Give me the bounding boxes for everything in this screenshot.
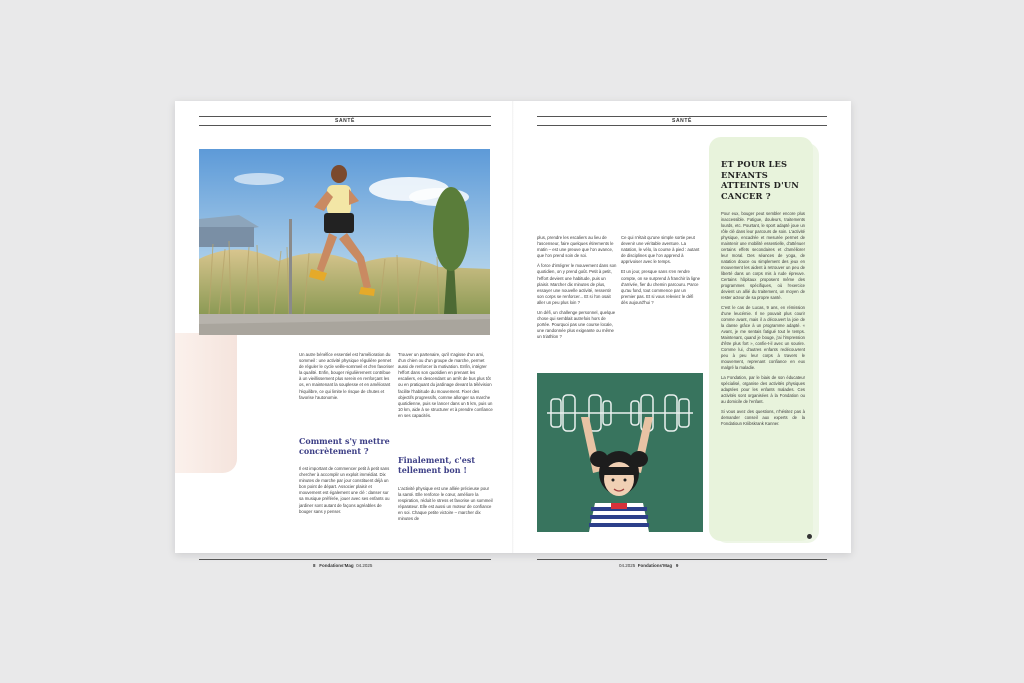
left-column-1	[299, 352, 394, 405]
issue-date: 04.2025	[619, 563, 636, 568]
page-number: 9	[675, 563, 679, 568]
page-number: 8	[313, 563, 316, 568]
section-label: SANTÉ	[672, 118, 692, 124]
magazine-spread	[175, 101, 851, 568]
right-column-2	[621, 235, 701, 310]
paragraph: Un autre bénéfice essentiel est l'amélioration du sommeil : une activité physique régulière permet de réguler le cycle veille-sommeil et d'en favoriser la qualité. Enfin, bouger régulièrement contribue à un vieillissement plus serein en renforçant les os, en maintenant la souplesse et en améliorant l'équilibre, ce qui limite le risque de chutes et favorise l'autonomie.	[299, 352, 394, 400]
paragraph: Trouver un partenaire, qu'il s'agisse d'un ami, d'un chien ou d'un groupe de marche, permet aussi de renforcer la motivation. Enfin, intégrer l'effort dans son quotidien en prenant les escaliers, en descendant un arrêt de bus plus tôt ou en pratiquant du jardinage devant la télévision facilite l'habitude du mouvement. Fixer des objectifs progressifs, comme allonger sa marche quotidienne, puis se lancer dans un 5 km, puis un 10 km, aide à se structurer et à prendre confiance en ses capacités.	[398, 352, 493, 418]
runner-photo	[199, 149, 490, 335]
end-mark-dot	[807, 534, 812, 539]
girl-chalkboard-photo	[537, 373, 703, 532]
left-page	[175, 101, 513, 568]
right-page	[513, 101, 851, 568]
sidebar-paragraph: La Fondation, par le biais de son éducateur spécialisé, organise des activités physiques adaptées pour les enfants malades. Ces activités sont organisées à la Fondation ou au domicile de l'enfant.	[721, 375, 805, 404]
paragraph: Et un jour, presque sans s'en rendre compte, on se surprend à franchir la ligne d'arrivée, fier du chemin parcouru. Parce qu'au fond, tout commence par un premier pas. Et si vous releviez le défi dès aujourd'hui ?	[621, 269, 701, 305]
header-rule-bottom	[537, 125, 827, 126]
sidebar-paragraph: C'est le cas de Lucas, 9 ans, en rémission d'une leucémie. Il ne pouvait plus courir comme avant, mais il a découvert la joie de la danse grâce à un programme adapté. « Avant, je me sentais fatigué tout le temps. Maintenant, quand je bouge, j'ai l'impression d'être plus fort », confie-t-il avec un sourire. Comme lui, d'autres enfants redécouvrent peu à peu leur corps à travers le mouvement, reprenant confiance en eux malgré la maladie.	[721, 305, 805, 370]
girl-illustration	[537, 373, 703, 532]
left-column-1b	[299, 466, 394, 519]
paragraph: L'activité physique est une alliée précieuse pour la santé. Elle renforce le cœur, améliore la respiration, réduit le stress et favorise un sommeil réparateur. Elle est aussi un moteur de confiance en soi. Chaque petite victoire – marcher dix minutes de	[398, 486, 493, 522]
paragraph: Ce qui n'était qu'une simple sortie peut devenir une véritable aventure. La natation, le vélo, la course à pied : autant de disciplines que l'on apprend à apprivoiser avec le temps.	[621, 235, 700, 265]
decorative-pink-panel	[175, 333, 237, 473]
right-column-1	[537, 235, 617, 345]
section-label: SANTÉ	[335, 118, 355, 124]
sidebar-paragraph: Si vous avez des questions, n'hésitez pas à demander conseil aux experts de la Fondatioun Kriibskrank Kanner.	[721, 409, 805, 426]
sidebar-paragraph: Pour eux, bouger peut sembler encore plus inaccessible. Fatigue, douleurs, traitements lourds, etc. Pourtant, le sport adapté joue un rôle clé dans leur parcours de soin. L'activité physique, encadrée et mesurée permet de maintenir une mobilité essentielle, d'atténuer certains effets secondaires et d'améliorer leur moral. Des séances de yoga, de natation douce ou simplement des jeux en mouvement les aident à retrouver un peu de liberté dans un corps mis à rude épreuve. Certains hôpitaux proposent même des programmes spécifiques, où l'exercice devient un allié du traitement, un moyen de rester acteur de sa propre santé.	[721, 211, 805, 300]
footer-rule	[537, 559, 827, 560]
issue-date: 04.2025	[356, 563, 373, 568]
footer-left	[313, 563, 393, 568]
paragraph: Un défi, un challenge personnel, quelque chose qui semblait autrefois hors de portée. Pourquoi pas une course locale, une randonnée plus exigeante ou même un triathlon ?	[537, 310, 616, 340]
runner-illustration	[199, 149, 490, 335]
header-rule-top	[537, 116, 827, 117]
magazine-name: Fondations'Mag	[637, 563, 673, 568]
footer-right	[619, 563, 699, 568]
header-rule-top	[199, 116, 491, 117]
sidebar-title: ET POUR LES ENFANTS ATTEINTS D'UN CANCER ?	[721, 159, 800, 201]
header-rule-bottom	[199, 125, 491, 126]
left-column-2	[398, 352, 493, 423]
paragraph: À force d'intégrer le mouvement dans son quotidien, on y prend goût. Petit à petit, l'effort devient une habitude, puis un plaisir. Marcher dix minutes de plus, essayer une nouvelle activité, ressentir son corps se renforcer... Et si l'on osait aller un peu plus loin ?	[537, 263, 617, 305]
paragraph: Il est important de commencer petit à petit sans chercher à accomplir un exploit immédiat. Dix minutes de marche par jour constituent déjà un bon point de départ. Associer plaisir et mouvement est également une clé : danser sur sa musique préférée, jouer avec ses enfants ou jardiner sont autant de façons agréables de bouger sans y penser.	[299, 466, 390, 514]
page-gutter	[512, 101, 514, 553]
left-column-2b	[398, 486, 493, 527]
paragraph: plus, prendre les escaliers au lieu de l'ascenseur, faire quelques étirements le matin – est une preuve que l'on avance, que l'on prend soin de soi.	[537, 235, 614, 259]
subheading-concretement: Comment s'y mettre concrètement ?	[299, 436, 390, 456]
magazine-name: Fondations'Mag	[319, 563, 354, 568]
sidebar-text	[721, 211, 805, 431]
subheading-finalement: Finalement, c'est tellement bon !	[398, 455, 476, 475]
footer-rule	[199, 559, 491, 560]
